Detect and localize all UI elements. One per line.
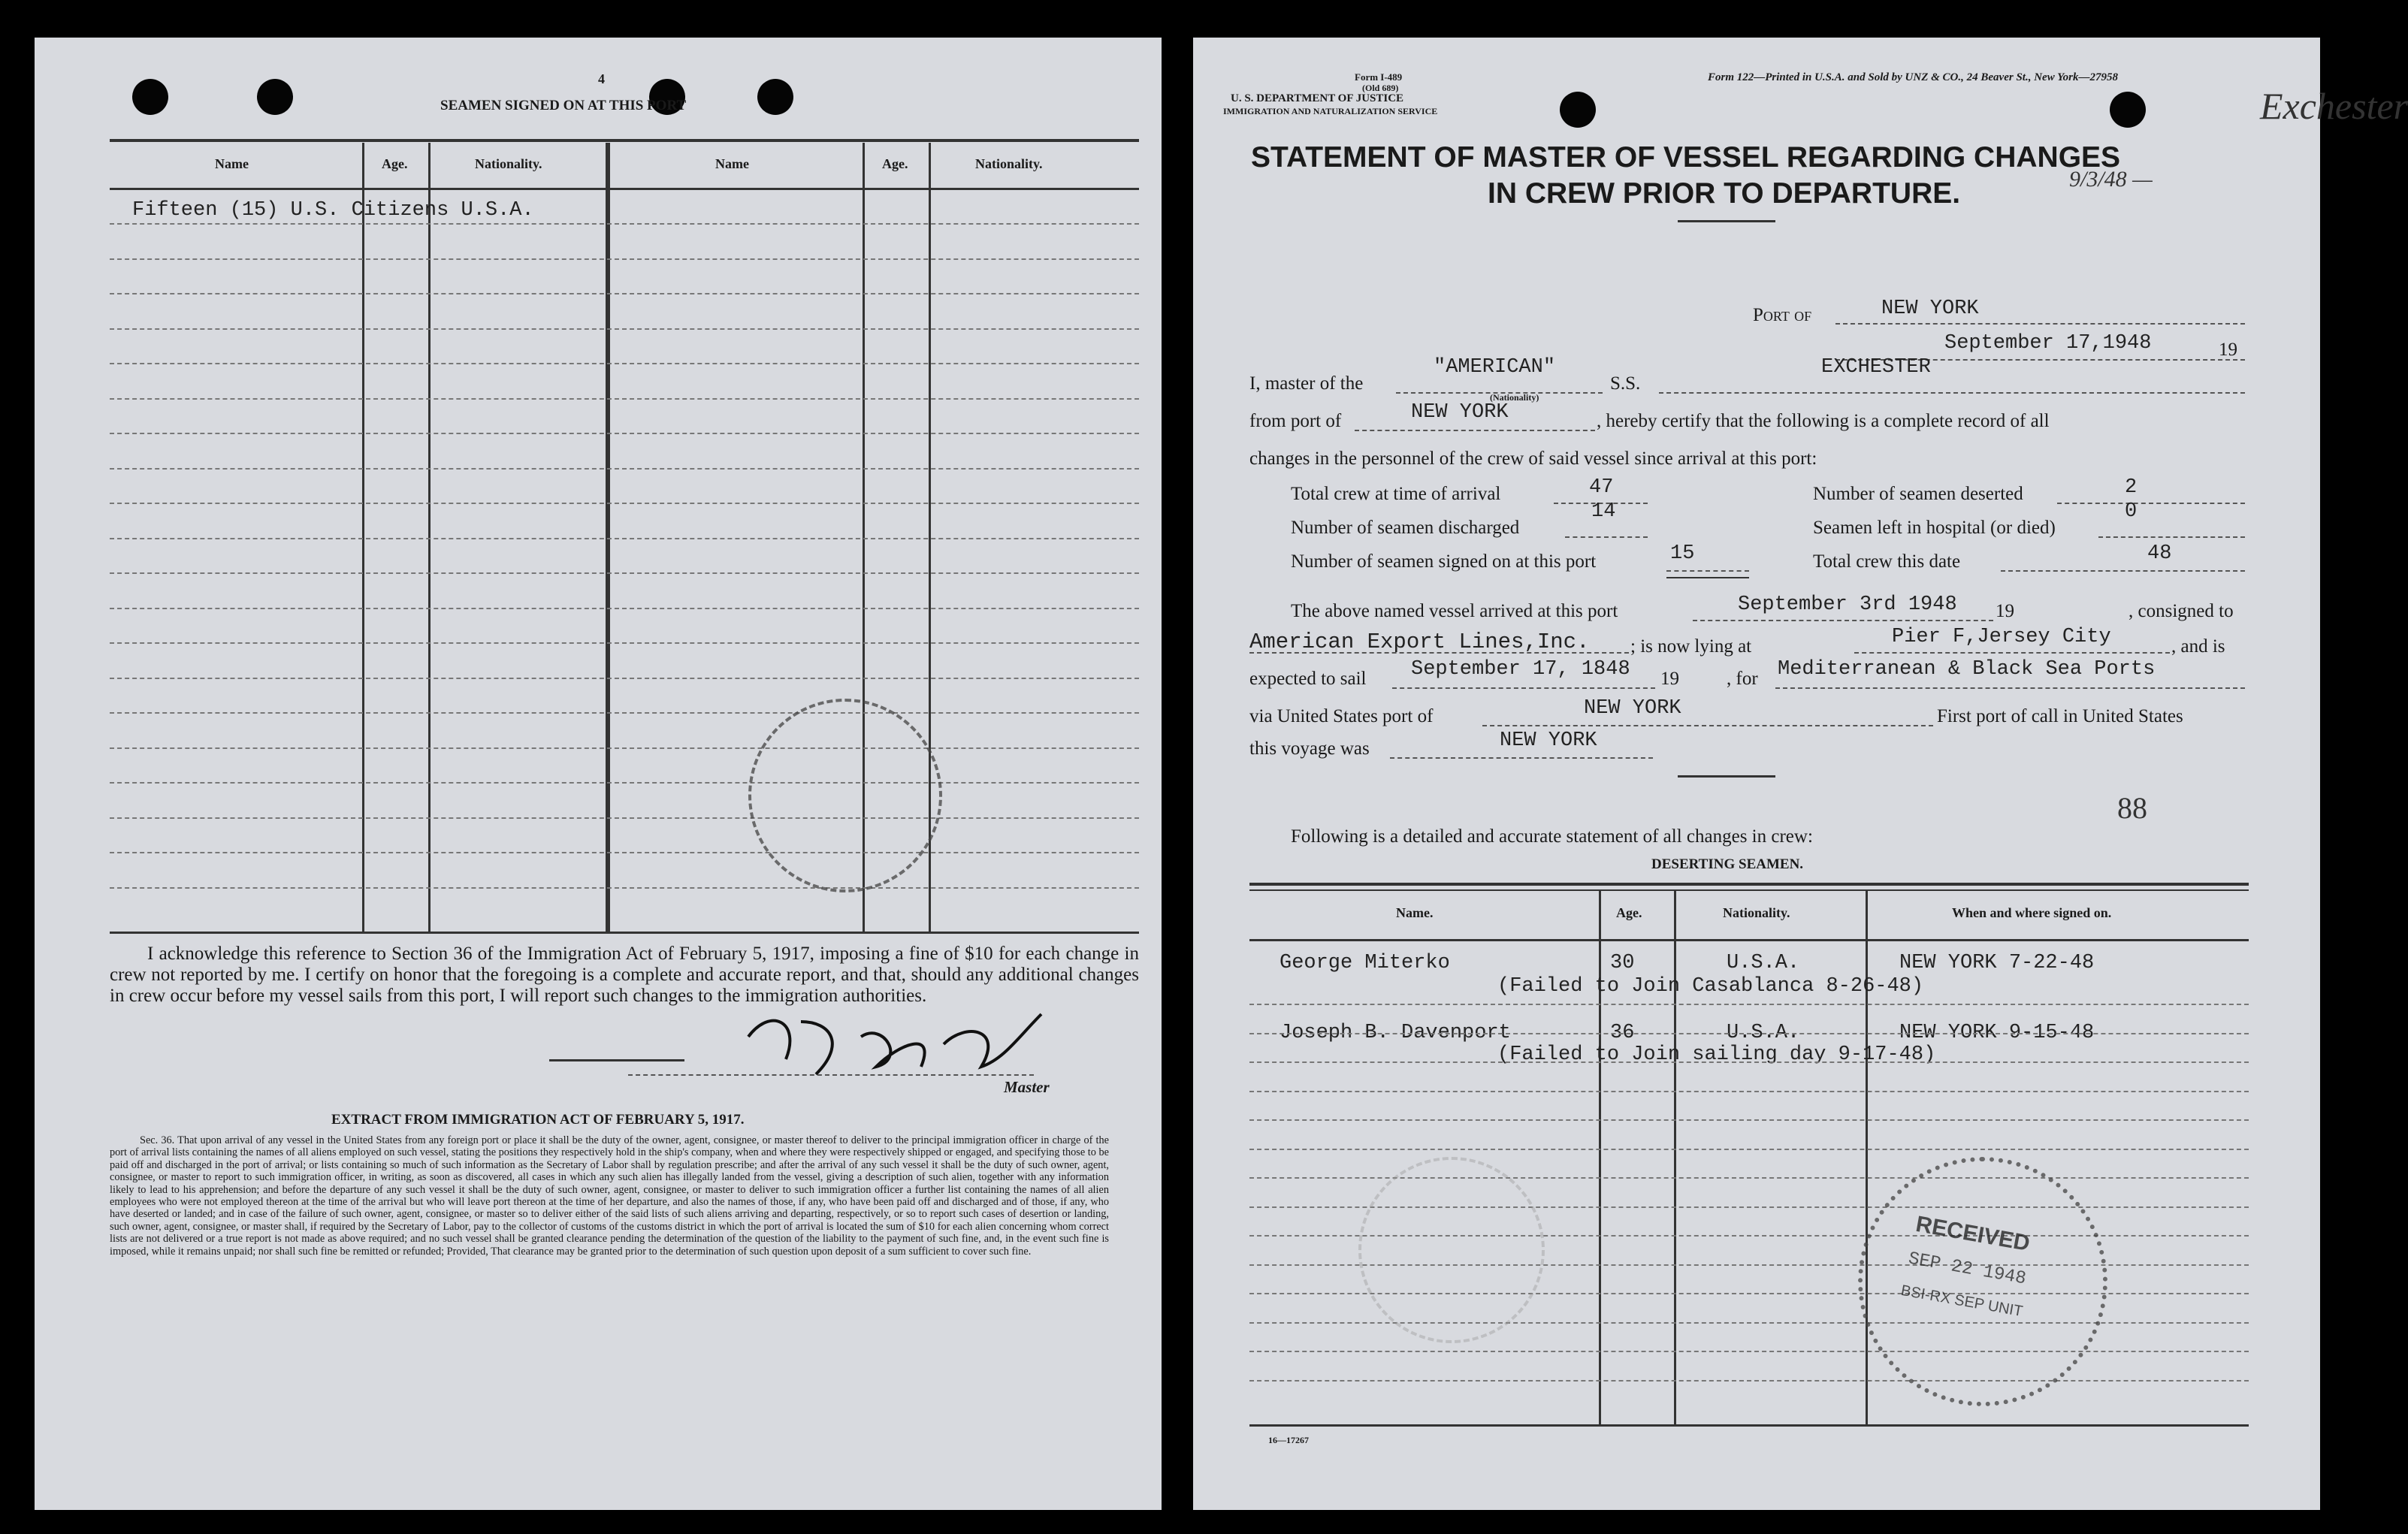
ruled-line <box>110 747 1139 749</box>
signed-on-value: 15 <box>1670 542 1695 565</box>
stamp-unit: BSI-RX SEP UNIT <box>1899 1282 2024 1321</box>
acknowledgement-text: I acknowledge this reference to Section 36 of the Immigration Act of February 5, 1917, imposing a fine of $10 for each change in crew not reported by me. I certify on honor that the foregoing is a complete and accurate report, and that, should any additional changes in crew occur before my vessel sails from this port, I will report such changes to the immigration authorities. <box>110 944 1139 1006</box>
arrived-year: 19 <box>1996 601 2014 621</box>
field-line <box>1693 620 1993 621</box>
field-line <box>1249 652 1629 654</box>
following-text: Following is a detailed and accurate statement of all changes in crew: <box>1291 826 1813 847</box>
and-is-text: , and is <box>2171 636 2225 657</box>
extract-text: Sec. 36. That upon arrival of any vessel in the United States from any foreign port or place it shall be the duty of the owner, agent, consignee, or master thereof to deliver to the principal immigration officer in charge of the port of arrival lists containing the names of all aliens employed on such vessel, stating the positions they respectively hold in the ship's company, when and where they were respectively shipped or engaged, and specifying those to be paid off and discharged in the port of arrival; or lists containing so much of such information as the Secretary of Labor shall by regulation prescribe; and after the arrival of any such vessel it shall be the duty of such owner, agent, consignee, or master to report to such immigration officer, in writing, as soon as discovered, all cases in which any such alien has illegally landed from the vessel, giving a description of such alien, together with any information likely to lead to his apprehension; and before the departure of any such vessel it shall be the duty of such owner, agent, consignee, or master to deliver to such immigration officer a further list containing the names of all alien employees who were not employed thereon at the time of the arrival but who will leave port thereon at the time of her departure, and also the names of those, if any, who have been paid off and discharged and of those, if any, who have deserted or landed; and in case of the failure of such owner, agent, consignee, or master so to deliver either of the said lists of such aliens arriving and departing, respectively, or so to report such cases of desertion or landing, such owner, agent, consignee, or master shall, if required by the Secretary of Labor, pay to the collector of customs of the customs district in which the port of arrival is located the sum of $10 for each alien concerning whom correct lists are not delivered or a true report is not made as above required; and no such vessel shall be granted clearance pending the determination of the question of the liability to the payment of such fine, and, in the event such fine is imposed, while it remains unpaid; nor shall such fine be remitted or refunded; Provided, That clearance may be granted prior to the determination of such question upon deposit of a sum sufficient to cover such fine. <box>110 1134 1109 1258</box>
ruled-line <box>1249 1149 2249 1150</box>
left-page <box>35 38 1162 1510</box>
col-name: Name <box>215 156 249 171</box>
field-line <box>2057 503 2245 504</box>
deserted-label: Number of seamen deserted <box>1813 484 2023 504</box>
certify-text: , hereby certify that the following is a complete record of all <box>1597 411 2050 431</box>
voyage-value: NEW YORK <box>1500 729 1597 752</box>
from-port-value: NEW YORK <box>1411 401 1509 424</box>
row2-signed: NEW YORK 9-15-48 <box>1899 1022 2095 1044</box>
form-number: Form I-489 <box>1355 71 1403 83</box>
divider <box>1678 775 1775 778</box>
deserting-header: DESERTING SEAMEN. <box>1651 856 1804 872</box>
field-line <box>1775 687 2245 689</box>
deserted-value: 2 <box>2125 476 2138 499</box>
table-top-rule <box>1249 889 2249 891</box>
row1-age: 30 <box>1610 952 1635 974</box>
from-port-label: from port of <box>1249 411 1342 431</box>
discharged-label: Number of seamen discharged <box>1291 518 1520 538</box>
date-value: September 17,1948 <box>1944 332 2152 355</box>
handwritten-date: 9/3/48 — <box>2069 167 2153 192</box>
col-nationality: Nationality. <box>475 156 542 171</box>
col-name-2: Name <box>715 156 749 171</box>
row2-name: Joseph B. Davenport <box>1280 1022 1511 1044</box>
changes-text: changes in the personnel of the crew of said vessel since arrival at this port: <box>1249 448 1817 469</box>
ruled-line <box>1249 1091 2249 1092</box>
ruled-line <box>110 293 1139 294</box>
expected-year: 19 <box>1660 669 1679 689</box>
col-age: Age. <box>1616 905 1642 920</box>
handwritten-vessel: Exchester <box>2260 85 2408 127</box>
via-port-value: NEW YORK <box>1584 697 1681 720</box>
port-of-label: Port of <box>1753 305 1812 325</box>
signed-on-entry: Fifteen (15) U.S. Citizens U.S.A. <box>132 199 534 222</box>
lying-at-value: Pier F,Jersey City <box>1892 626 2111 648</box>
master-label: Master <box>1004 1078 1050 1096</box>
col-nationality: Nationality. <box>1723 905 1790 920</box>
ruled-line <box>110 503 1139 504</box>
expected-label: expected to sail <box>1249 669 1367 689</box>
ruled-line <box>110 258 1139 260</box>
lying-label: ; is now lying at <box>1630 636 1752 657</box>
form-title-line2: IN CREW PRIOR TO DEPARTURE. <box>1488 177 1961 210</box>
ruled-line <box>110 642 1139 644</box>
master-signature <box>718 977 1109 1097</box>
extract-title: EXTRACT FROM IMMIGRATION ACT OF FEBRUARY 5, 1917. <box>331 1112 745 1128</box>
ruled-line <box>110 572 1139 574</box>
punch-hole <box>2110 92 2146 128</box>
service: IMMIGRATION AND NATURALIZATION SERVICE <box>1223 106 1438 116</box>
faded-stamp <box>1358 1157 1545 1343</box>
col-age-2: Age. <box>882 156 908 171</box>
signed-on-header: SEAMEN SIGNED ON AT THIS PORT <box>440 98 687 113</box>
row1-name: George Miterko <box>1280 952 1450 974</box>
nationality-value: "AMERICAN" <box>1434 356 1556 379</box>
punch-hole <box>757 79 793 115</box>
ruled-line <box>110 817 1139 819</box>
arrived-value: September 3rd 1948 <box>1738 593 1957 616</box>
field-underline <box>1666 577 1749 578</box>
ruled-line <box>110 712 1139 714</box>
table-bottom-rule <box>110 932 1139 934</box>
footer-code: 16—17267 <box>1268 1435 1309 1445</box>
field-line <box>1666 570 1749 572</box>
ruled-line <box>1249 1351 2249 1352</box>
master-of-label: I, master of the <box>1249 373 1364 394</box>
ruled-line <box>1249 1033 2249 1034</box>
row2-nationality: U.S.A. <box>1727 1022 1800 1044</box>
divider <box>1678 220 1775 222</box>
ruled-line <box>110 328 1139 330</box>
vessel-name: EXCHESTER <box>1821 356 1931 379</box>
expected-value: September 17, 1848 <box>1411 658 1630 681</box>
col-nationality-2: Nationality. <box>975 156 1043 171</box>
voyage-label: this voyage was <box>1249 738 1370 759</box>
table-header-rule <box>110 188 1139 190</box>
form-title-line1: STATEMENT OF MASTER OF VESSEL REGARDING CHANGES <box>1251 141 2121 174</box>
total-crew-arrival-label: Total crew at time of arrival <box>1291 484 1501 504</box>
field-line <box>1565 536 1648 538</box>
row1-note: (Failed to Join Casablanca 8-26-48) <box>1497 975 1924 998</box>
ruled-line <box>1249 1380 2249 1382</box>
ruled-line <box>110 608 1139 609</box>
col-name: Name. <box>1396 905 1434 920</box>
form-old-number: (Old 689) <box>1362 83 1399 93</box>
destination-value: Mediterranean & Black Sea Ports <box>1778 658 2156 681</box>
ruled-line <box>1249 1061 2249 1063</box>
punch-hole <box>132 79 168 115</box>
row1-nationality: U.S.A. <box>1727 952 1800 974</box>
ruled-line <box>110 468 1139 470</box>
right-page <box>1193 38 2408 1510</box>
received-stamp <box>1858 1157 2107 1406</box>
signature-line <box>628 1074 1034 1076</box>
table-top-rule <box>110 139 1139 142</box>
discharged-value: 14 <box>1591 500 1616 523</box>
ruled-line <box>110 223 1139 225</box>
page-number: 4 <box>598 71 605 86</box>
field-line <box>1854 652 2170 654</box>
ruled-line <box>110 363 1139 364</box>
table-bottom-rule <box>1249 1424 2249 1427</box>
row2-note: (Failed to Join sailing day 9-17-48) <box>1497 1043 1936 1066</box>
divider <box>549 1059 684 1061</box>
table-header-rule <box>1249 939 2249 941</box>
ruled-line <box>110 433 1139 434</box>
stamp-received: RECEIVED <box>1914 1211 2032 1257</box>
table-top-rule <box>1249 883 2249 886</box>
col-divider <box>1866 891 1868 1424</box>
field-line <box>1355 430 1595 431</box>
ruled-line <box>110 887 1139 889</box>
ruled-line <box>110 398 1139 400</box>
col-signed-on: When and where signed on. <box>1952 905 2112 920</box>
total-crew-value: 48 <box>2147 542 2172 565</box>
stamp-date: SEP 22 1948 <box>1906 1249 2028 1290</box>
field-line <box>1659 392 2245 394</box>
punch-hole <box>257 79 293 115</box>
consignee-value: American Export Lines,Inc. <box>1249 630 1590 654</box>
total-crew-label: Total crew this date <box>1813 551 1961 572</box>
ruled-line <box>1249 1119 2249 1121</box>
department: U. S. DEPARTMENT OF JUSTICE <box>1231 92 1404 104</box>
ruled-line <box>110 678 1139 679</box>
arrived-label: The above named vessel arrived at this port <box>1291 601 1618 621</box>
via-label: via United States port of <box>1249 706 1434 726</box>
total-crew-arrival-value: 47 <box>1589 476 1614 499</box>
ruled-line <box>110 538 1139 539</box>
hospital-label: Seamen left in hospital (or died) <box>1813 518 2056 538</box>
immigration-stamp <box>748 699 942 892</box>
field-line <box>1390 757 1653 759</box>
nationality-label: (Nationality) <box>1490 392 1539 403</box>
field-line <box>1835 323 2245 325</box>
first-port-label: First port of call in United States <box>1937 706 2183 726</box>
col-age: Age. <box>382 156 408 171</box>
row1-signed: NEW YORK 7-22-48 <box>1899 952 2095 974</box>
signed-on-label: Number of seamen signed on at this port <box>1291 551 1597 572</box>
ruled-line <box>1249 1004 2249 1005</box>
col-divider <box>1674 891 1676 1424</box>
punch-hole <box>1560 92 1596 128</box>
year-suffix: 19 <box>2219 340 2237 360</box>
consigned-label: , consigned to <box>2129 601 2234 621</box>
col-divider <box>1599 891 1601 1424</box>
ss-label: S.S. <box>1610 373 1641 394</box>
ruled-line <box>110 852 1139 853</box>
ruled-line <box>110 782 1139 784</box>
hospital-value: 0 <box>2125 500 2138 523</box>
for-label: , for <box>1727 669 1758 689</box>
field-line <box>2001 570 2245 572</box>
port-of-value: NEW YORK <box>1881 297 1979 320</box>
field-line <box>1392 687 1655 689</box>
field-line <box>2098 536 2245 538</box>
row2-age: 36 <box>1610 1022 1635 1044</box>
handwritten-number: 88 <box>2117 791 2147 825</box>
printer-line: Form 122—Printed in U.S.A. and Sold by UNZ & CO., 24 Beaver St., New York—27958 <box>1708 71 2119 83</box>
field-line <box>1482 725 1933 726</box>
